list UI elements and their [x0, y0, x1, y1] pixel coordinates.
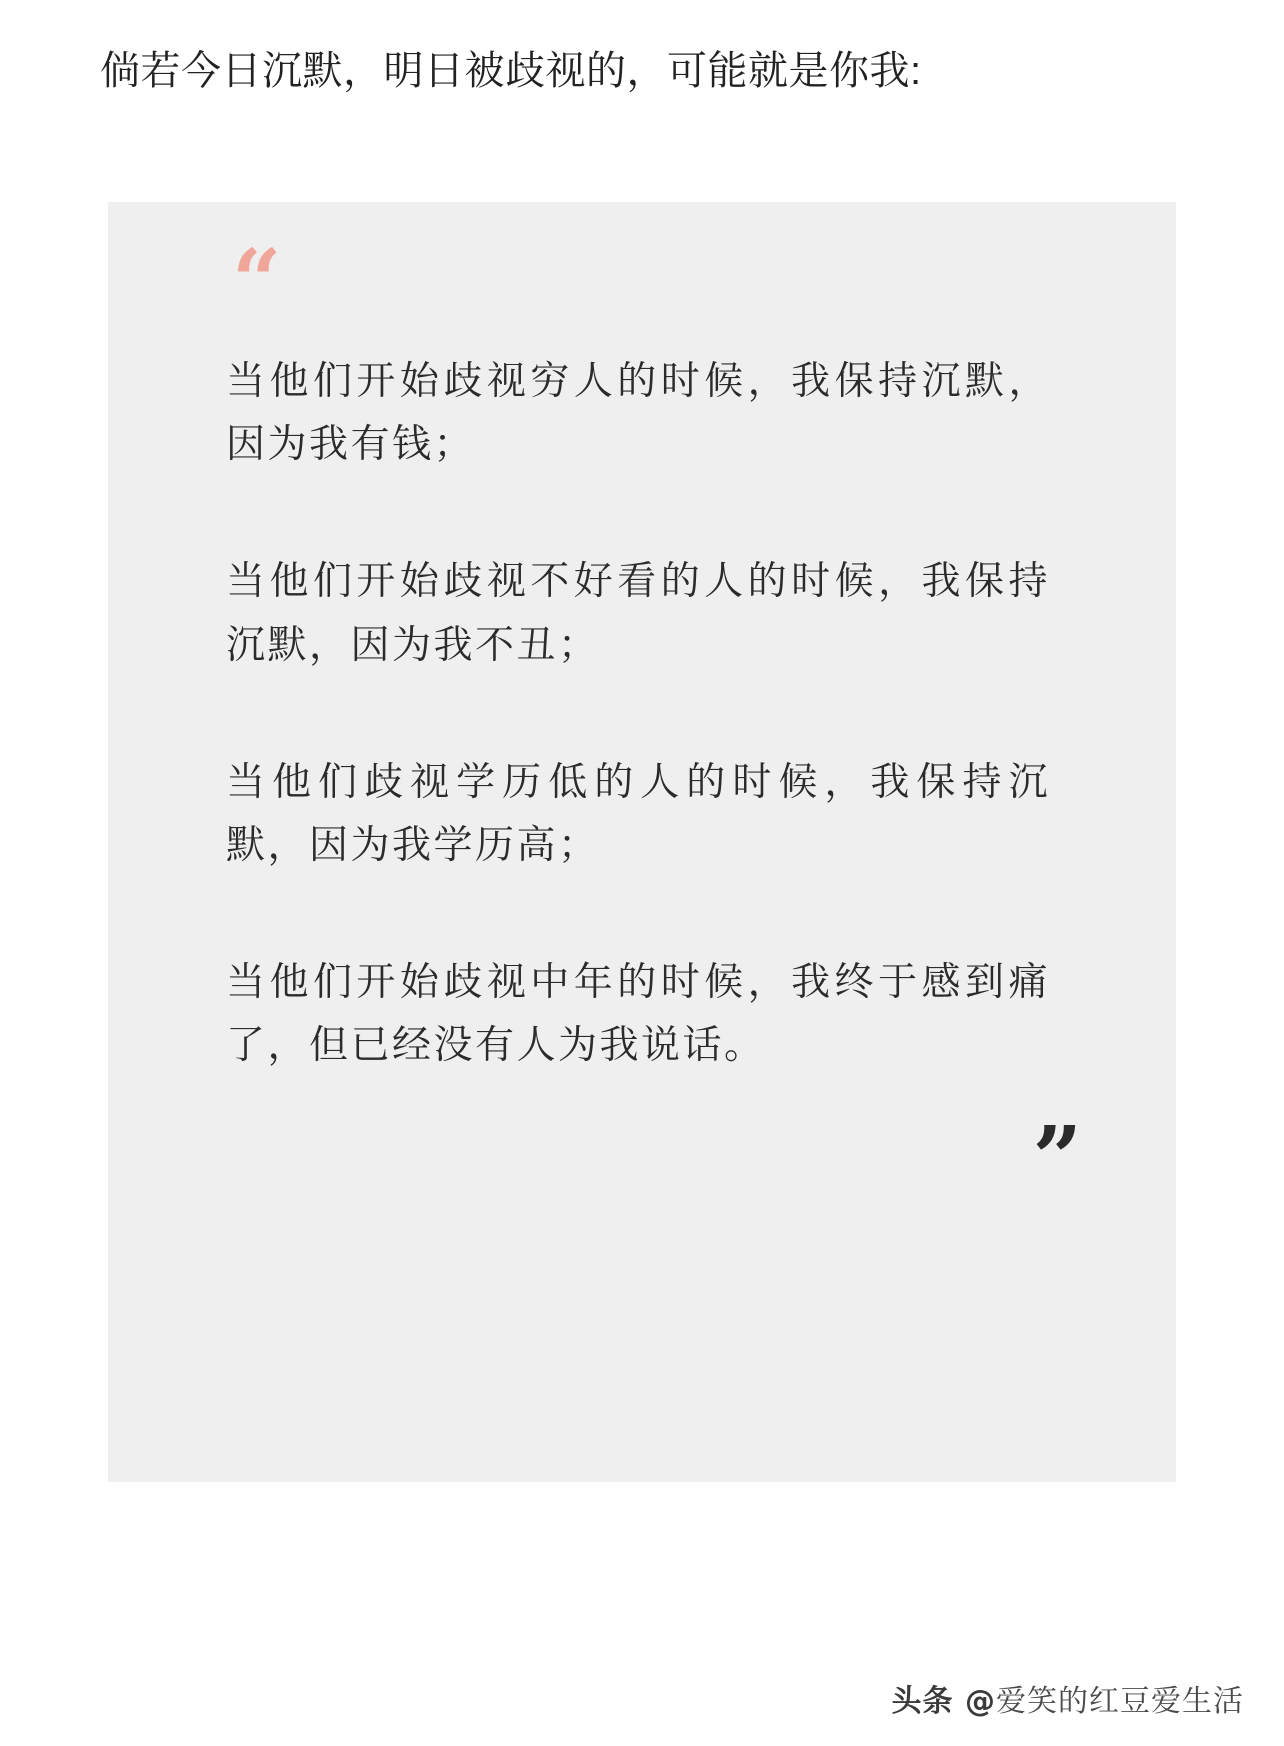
close-quote-icon: ”	[1032, 1108, 1080, 1210]
open-quote-icon: “	[232, 231, 280, 332]
quote-body	[226, 350, 1120, 1077]
quote-paragraph: 当他们开始歧视穷人的时候，我保持沉默，因为我有钱；	[226, 360, 1050, 467]
watermark	[892, 1676, 1244, 1720]
quote-paragraph: 当他们开始歧视不好看的人的时候，我保持沉默，因为我不丑；	[226, 560, 1050, 667]
quote-paragraph: 当他们开始歧视中年的时候，我终于感到痛了，但已经没有人为我说话。	[226, 961, 1050, 1068]
quote-card	[108, 202, 1176, 1482]
watermark-brand: 头条 @	[891, 1684, 996, 1719]
quote-paragraph: 当他们歧视学历低的人的时候，我保持沉默，因为我学历高；	[226, 760, 1050, 867]
intro-paragraph: 倘若今日沉默，明日被歧视的，可能就是你我:	[100, 49, 922, 93]
watermark-username: 爱笑的红豆爱生活	[996, 1684, 1244, 1719]
